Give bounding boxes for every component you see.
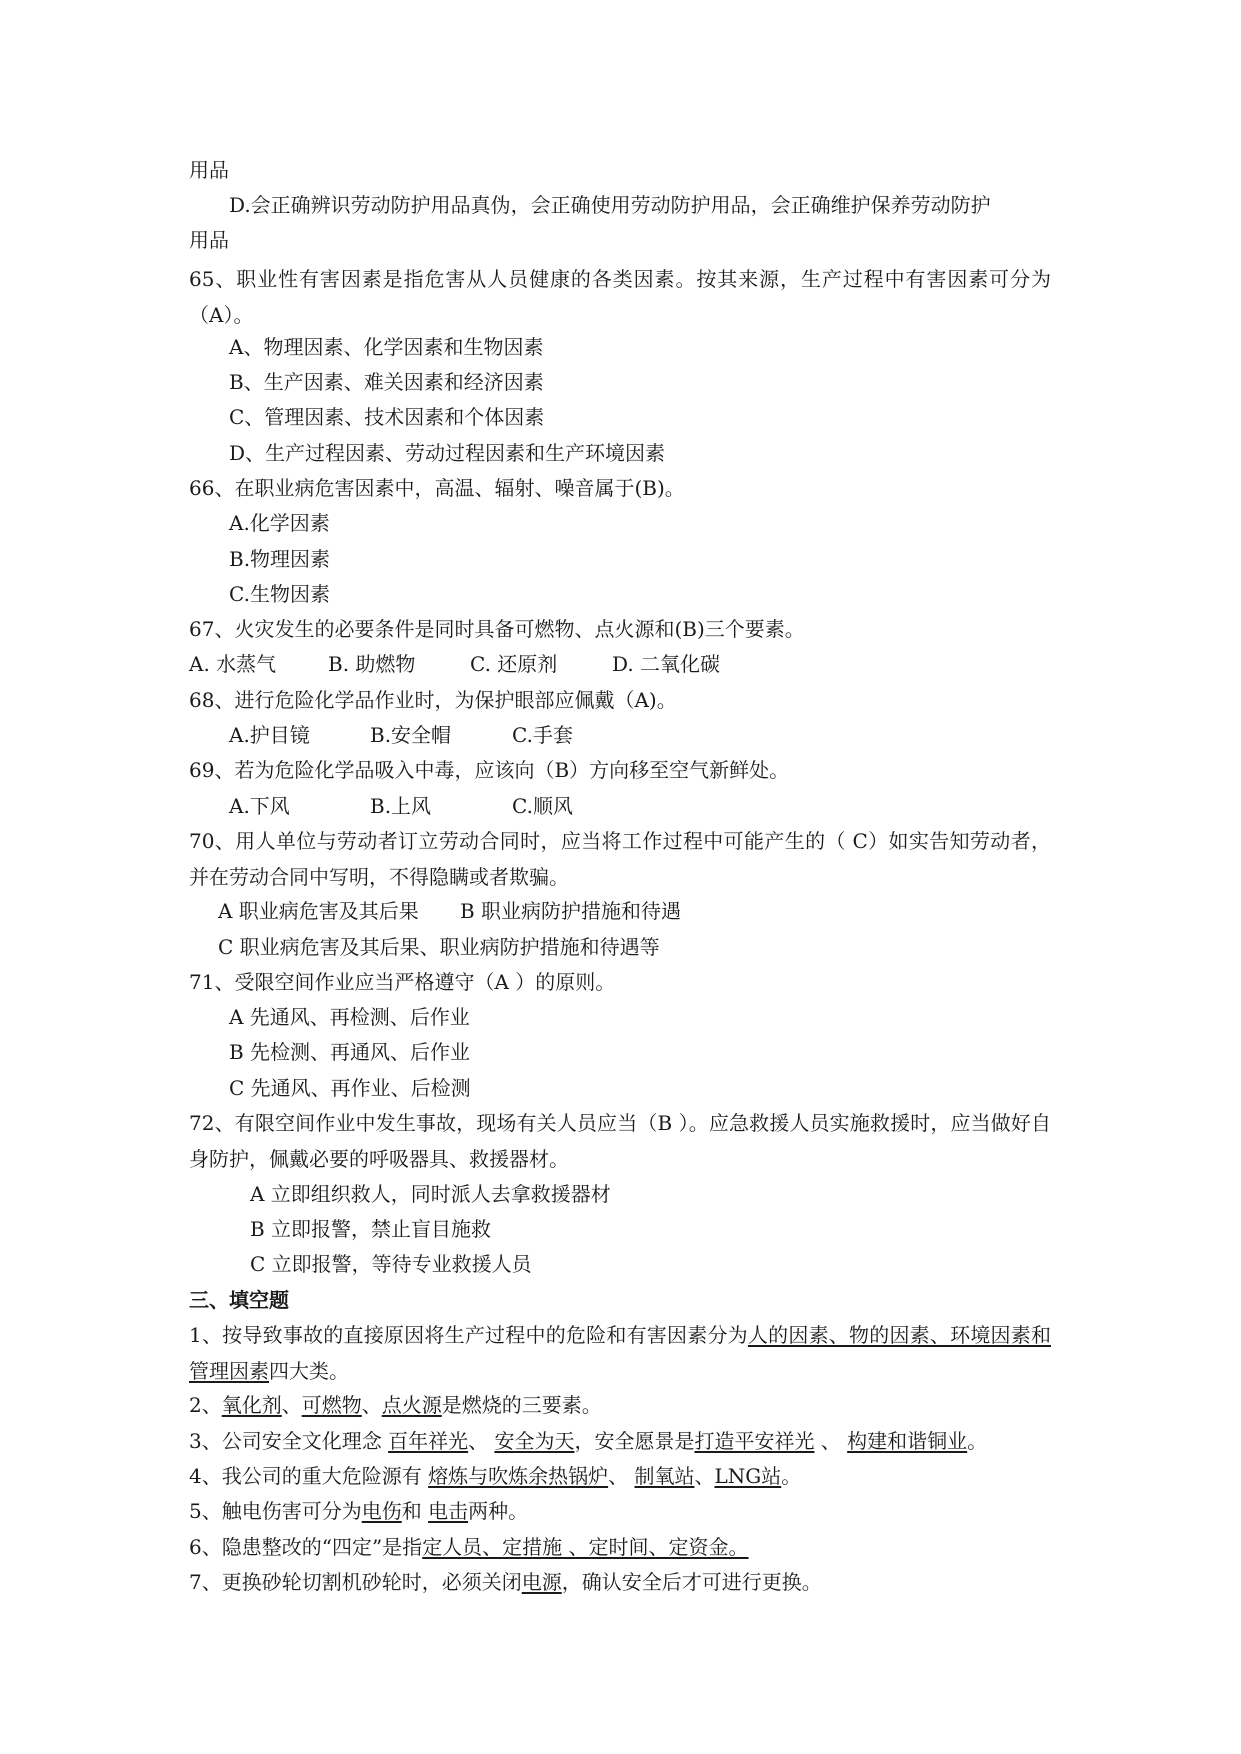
q69-text: 69、若为危险化学品吸入中毒，应该向（B）方向移至空气新鲜处。 xyxy=(189,758,790,782)
fill-2-text: 2、 xyxy=(189,1393,222,1417)
fill-question-1 xyxy=(189,1317,1051,1389)
fill-5-sep-1: 和 xyxy=(401,1499,429,1523)
q72-option-b: B 立即报警，禁止盲目施救 xyxy=(250,1217,492,1241)
fill-5-answer-1: 电伤 xyxy=(361,1499,402,1523)
fill-4-text: 4、我公司的重大危险源有 xyxy=(189,1464,429,1488)
fill-4-text-end: 。 xyxy=(781,1464,802,1488)
q71-option-c: C 先通风、再作业、后检测 xyxy=(229,1076,471,1100)
q72-text: 72、有限空间作业中发生事故，现场有关人员应当（B ）。应急救援人员实施救援时，应当做好自身防护，佩戴必要的呼吸器具、救援器材。 xyxy=(189,1111,1051,1171)
q68-option-a: A.护目镜 xyxy=(229,723,310,747)
q71-text: 71、受限空间作业应当严格遵守（A ）的原则。 xyxy=(189,970,616,994)
fill-5-text: 5、触电伤害可分为 xyxy=(189,1499,362,1523)
fill-5-text-end: 两种。 xyxy=(468,1499,529,1523)
q71-option-a: A 先通风、再检测、后作业 xyxy=(229,1005,470,1029)
fill-4-sep-2: 、 xyxy=(694,1464,715,1488)
q67-text: 67、火灾发生的必要条件是同时具备可燃物、点火源和(B)三个要素。 xyxy=(189,617,805,641)
q66-option-b: B.物理因素 xyxy=(229,547,331,571)
fill-4-sep-1: 、 xyxy=(608,1464,635,1488)
q66-text: 66、在职业病危害因素中，高温、辐射、噪音属于(B)。 xyxy=(189,476,685,500)
fill-question-3 xyxy=(189,1426,987,1456)
fill-3-answer-3: 打造平安祥光 xyxy=(694,1429,815,1453)
fill-3-sep-3: 、 xyxy=(814,1429,848,1453)
q64-option-c-continuation: 用品 xyxy=(189,158,229,182)
fill-1-text-end: 四大类。 xyxy=(269,1359,349,1383)
q70-option-b: B 职业病防护措施和待遇 xyxy=(460,899,682,923)
fill-6-answer: 定人员、定措施 、定时间、定资金。 xyxy=(422,1535,749,1559)
fill-4-answer-3: LNG站 xyxy=(714,1464,782,1488)
fill-2-answer-2: 可燃物 xyxy=(301,1393,362,1417)
q65-option-a: A、物理因素、化学因素和生物因素 xyxy=(229,335,544,359)
q69-option-c: C.顺风 xyxy=(512,794,573,818)
q68-option-c: C.手套 xyxy=(512,723,573,747)
fill-3-text: 3、公司安全文化理念 xyxy=(189,1429,389,1453)
fill-1-answer: 人的因素、物的因素、环境因素和管理因素 xyxy=(189,1323,1051,1383)
fill-question-7 xyxy=(189,1567,822,1597)
fill-6-text: 6、隐患整改的“四定”是指 xyxy=(189,1535,423,1559)
fill-3-answer-2: 安全为天 xyxy=(494,1429,575,1453)
fill-7-text: 7、更换砂轮切割机砂轮时，必须关闭 xyxy=(189,1570,522,1594)
q65-option-b: B、生产因素、难关因素和经济因素 xyxy=(229,370,544,394)
fill-question-5 xyxy=(189,1496,528,1526)
q67-option-d: D. 二氧化碳 xyxy=(612,652,721,676)
fill-2-text-end: 是燃烧的三要素。 xyxy=(441,1393,602,1417)
fill-3-answer-4: 构建和谐铜业 xyxy=(847,1429,968,1453)
q67-option-b: B. 助燃物 xyxy=(328,652,416,676)
fill-4-answer-1: 熔炼与吹炼余热锅炉 xyxy=(428,1464,609,1488)
q64-option-d-continuation: 用品 xyxy=(189,228,229,252)
q68-text: 68、进行危险化学品作业时，为保护眼部应佩戴（A)。 xyxy=(189,688,677,712)
q66-option-c: C.生物因素 xyxy=(229,582,330,606)
fill-5-answer-2: 电击 xyxy=(428,1499,469,1523)
q68-option-b: B.安全帽 xyxy=(370,723,452,747)
fill-2-answer-3: 点火源 xyxy=(381,1393,442,1417)
q69-option-a: A.下风 xyxy=(229,794,290,818)
fill-4-answer-2: 制氧站 xyxy=(634,1464,695,1488)
q70-text: 70、用人单位与劳动者订立劳动合同时，应当将工作过程中可能产生的（ C）如实告知劳动者，并在劳动合同中写明，不得隐瞒或者欺骗。 xyxy=(189,829,1051,889)
q72-option-c: C 立即报警，等待专业救援人员 xyxy=(250,1252,532,1276)
fill-3-sep-2: ，安全愿景是 xyxy=(574,1429,695,1453)
fill-2-answer-1: 氧化剂 xyxy=(221,1393,282,1417)
q71-option-b: B 先检测、再通风、后作业 xyxy=(229,1040,471,1064)
fill-7-text-end: ，确认安全后才可进行更换。 xyxy=(561,1570,822,1594)
q65-option-c: C、管理因素、技术因素和个体因素 xyxy=(229,405,545,429)
q66-option-a: A.化学因素 xyxy=(229,511,330,535)
fill-2-sep-1: 、 xyxy=(281,1393,302,1417)
q69-option-b: B.上风 xyxy=(370,794,432,818)
q65-text: 65、职业性有害因素是指危害从人员健康的各类因素。按其来源，生产过程中有害因素可分为（A）。 xyxy=(189,267,1051,327)
fill-2-sep-2: 、 xyxy=(361,1393,382,1417)
fill-question-6 xyxy=(189,1532,749,1562)
fill-3-sep-1: 、 xyxy=(468,1429,495,1453)
section-heading: 三、填空题 xyxy=(189,1288,289,1312)
q64-option-d: D.会正确辨识劳动防护用品真伪，会正确使用劳动防护用品，会正确维护保养劳动防护 xyxy=(229,193,991,217)
fill-7-answer: 电源 xyxy=(521,1570,562,1594)
q72-option-a: A 立即组织救人，同时派人去拿救援器材 xyxy=(250,1182,611,1206)
q70-option-c: C 职业病危害及其后果、职业病防护措施和待遇等 xyxy=(218,935,660,959)
fill-3-answer-1: 百年祥光 xyxy=(388,1429,469,1453)
q70-option-a: A 职业病危害及其后果 xyxy=(218,899,419,923)
q65-option-d: D、生产过程因素、劳动过程因素和生产环境因素 xyxy=(229,441,666,465)
fill-3-text-end: 。 xyxy=(967,1429,988,1453)
fill-1-text: 1、按导致事故的直接原因将生产过程中的危险和有害因素分为 xyxy=(189,1323,748,1347)
q67-option-c: C. 还原剂 xyxy=(470,652,558,676)
fill-question-2 xyxy=(189,1390,602,1420)
fill-question-4 xyxy=(189,1461,801,1491)
q67-option-a: A. 水蒸气 xyxy=(189,652,277,676)
